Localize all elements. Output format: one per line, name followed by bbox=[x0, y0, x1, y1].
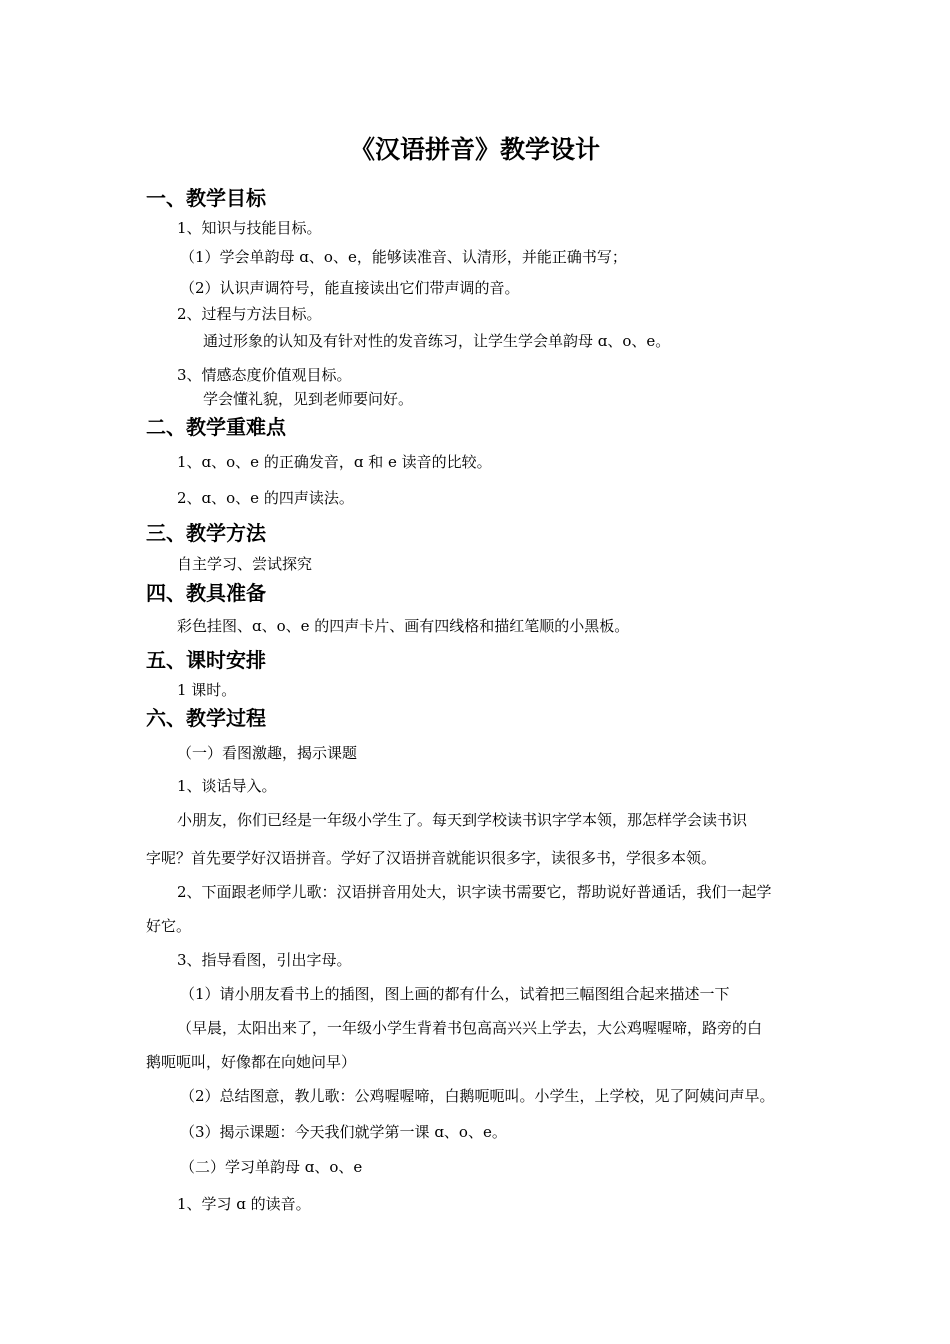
section-heading-process: 六、教学过程 bbox=[146, 706, 266, 730]
section-heading-materials: 四、教具准备 bbox=[146, 581, 266, 605]
text-line: 通过形象的认知及有针对性的发音练习，让学生学会单韵母 ɑ、o、e。 bbox=[203, 332, 671, 350]
text-line: 好它。 bbox=[146, 917, 192, 935]
text-line: 1 课时。 bbox=[177, 681, 237, 699]
text-line: 2、下面跟老师学儿歌：汉语拼音用处大，识字读书需要它，帮助说好普通话，我们一起学 bbox=[177, 883, 772, 901]
text-line: （3）揭示课题：今天我们就学第一课 ɑ、o、e。 bbox=[180, 1123, 507, 1141]
text-line: 3、情感态度价值观目标。 bbox=[177, 366, 352, 384]
text-line: 2、过程与方法目标。 bbox=[177, 305, 322, 323]
text-line: 小朋友，你们已经是一年级小学生了。每天到学校读书识字学本领，那怎样学会读书识 bbox=[177, 811, 748, 829]
text-line: （2）总结图意，教儿歌：公鸡喔喔啼，白鹅呃呃叫。小学生，上学校，见了阿姨问声早。 bbox=[180, 1087, 775, 1105]
section-heading-objectives: 一、教学目标 bbox=[146, 186, 266, 210]
text-line: 2、ɑ、o、e 的四声读法。 bbox=[177, 489, 354, 507]
text-line: 1、知识与技能目标。 bbox=[177, 219, 322, 237]
text-line: 1、谈话导入。 bbox=[177, 777, 277, 795]
text-line: 鹅呃呃叫，好像都在向她问早） bbox=[146, 1053, 357, 1071]
text-line: （2）认识声调符号，能直接读出它们带声调的音。 bbox=[180, 279, 520, 297]
text-line: （1）请小朋友看书上的插图，图上画的都有什么，试着把三幅图组合起来描述一下 bbox=[180, 985, 730, 1003]
section-heading-schedule: 五、课时安排 bbox=[146, 648, 266, 672]
section-heading-key-points: 二、教学重难点 bbox=[146, 415, 286, 439]
text-line: （一）看图激趣，揭示课题 bbox=[177, 744, 358, 762]
page-title: 《汉语拼音》教学设计 bbox=[349, 135, 600, 164]
text-line: 1、学习 ɑ 的读音。 bbox=[177, 1195, 311, 1213]
text-line: （早晨，太阳出来了，一年级小学生背着书包高高兴兴上学去，大公鸡喔喔啼，路旁的白 bbox=[177, 1019, 763, 1037]
text-line: 学会懂礼貌，见到老师要问好。 bbox=[203, 390, 414, 408]
text-line: （1）学会单韵母 ɑ、o、e，能够读准音、认清形，并能正确书写； bbox=[180, 248, 627, 266]
text-line: 1、ɑ、o、e 的正确发音，ɑ 和 e 读音的比较。 bbox=[177, 453, 492, 471]
text-line: 3、指导看图，引出字母。 bbox=[177, 951, 352, 969]
section-heading-methods: 三、教学方法 bbox=[146, 521, 266, 545]
text-line: （二）学习单韵母 ɑ、o、e bbox=[180, 1158, 363, 1176]
text-line: 彩色挂图、ɑ、o、e 的四声卡片、画有四线格和描红笔顺的小黑板。 bbox=[177, 617, 630, 635]
text-line: 自主学习、尝试探究 bbox=[177, 555, 313, 573]
text-line: 字呢？首先要学好汉语拼音。学好了汉语拼音就能识很多字，读很多书，学很多本领。 bbox=[146, 849, 717, 867]
